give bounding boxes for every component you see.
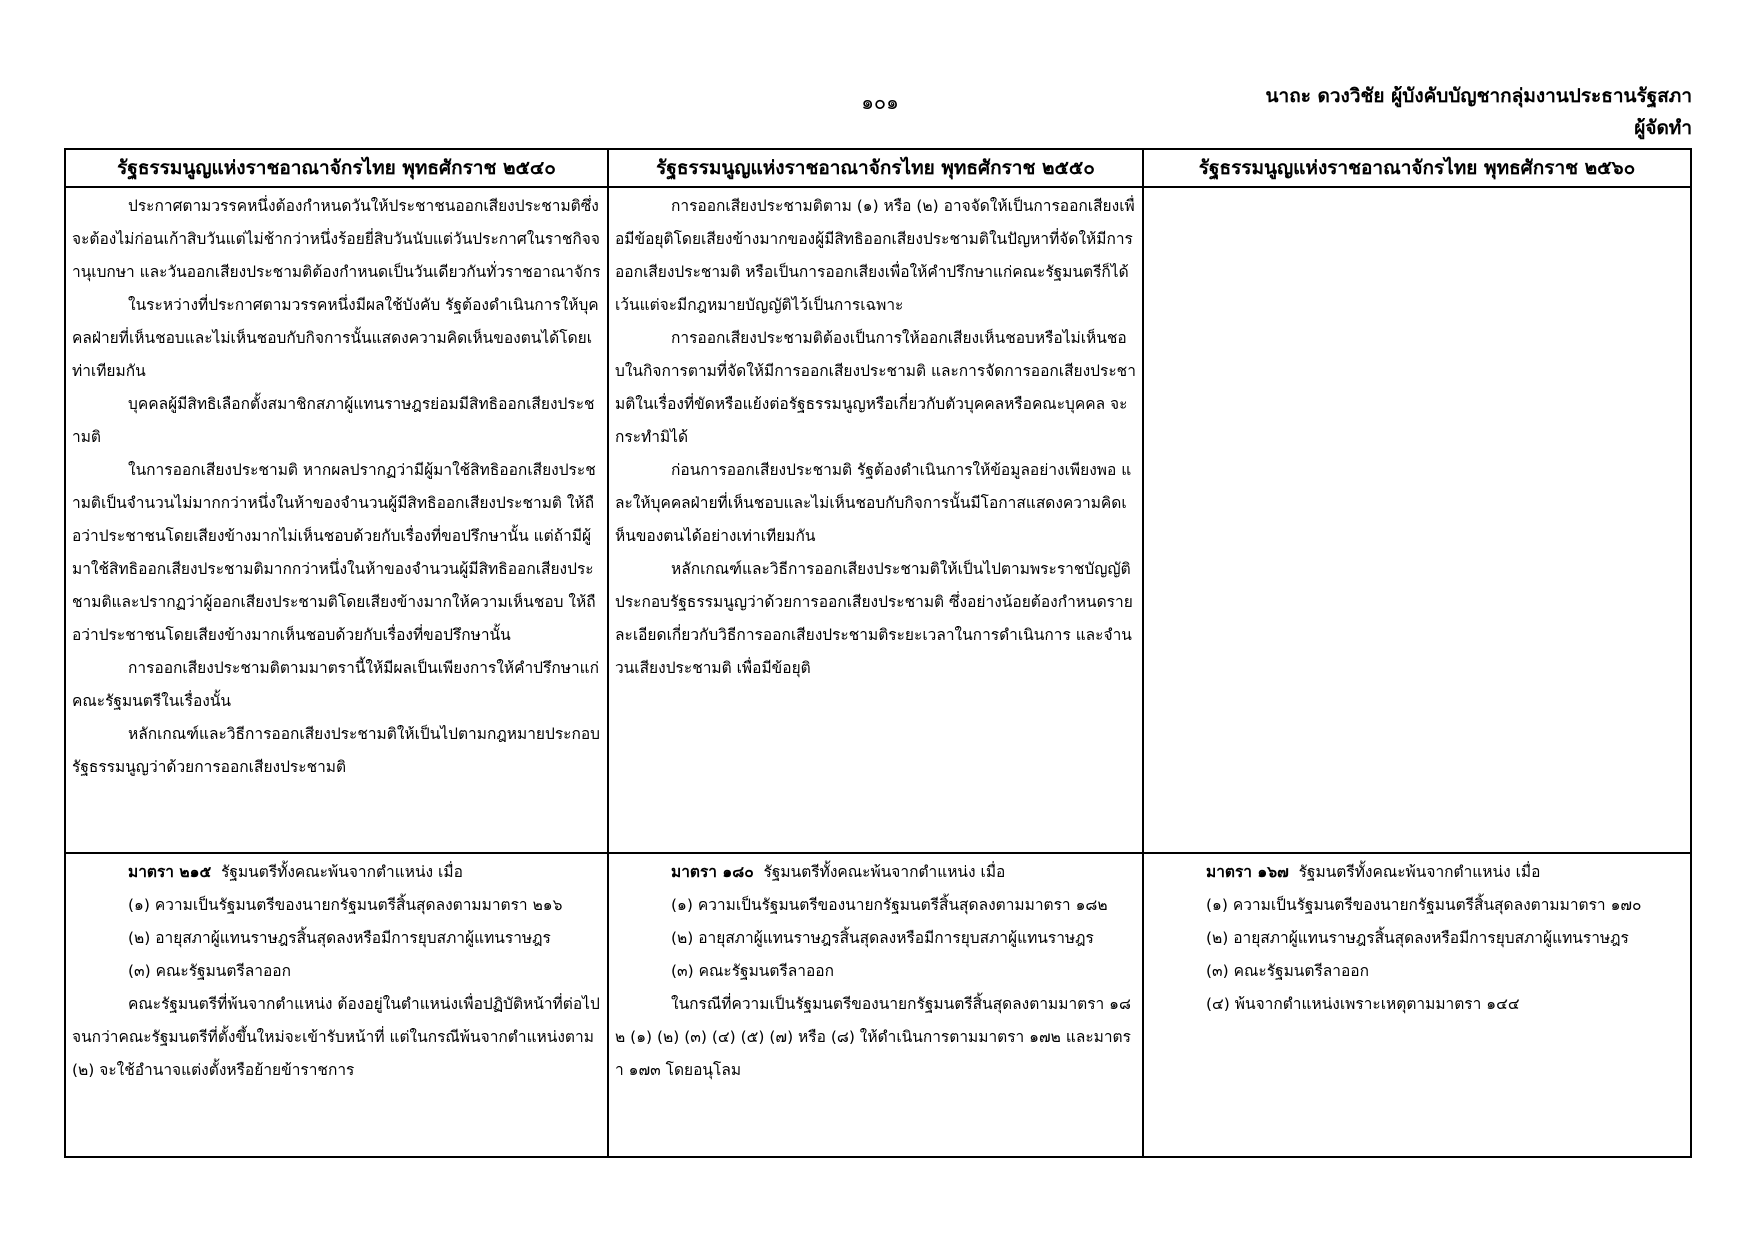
paragraph: การออกเสียงประชามติต้องเป็นการให้ออกเสียงเห็นชอบหรือไม่เห็นชอบในกิจการตามที่จัดให้มีการออกเสียงประชามติ และการจัดการออกเสียงประชามติในเรื่องที่ขัดหรือแย้งต่อรัฐธรรมนูญหรือเกี่ยวกับตัวบุคคลหรือคณะบุคคล จะกระทำมิได้: [615, 329, 1136, 446]
cell-2550-referendum: [608, 187, 1143, 853]
table-header-row: [65, 149, 1691, 187]
paragraph: หลักเกณฑ์และวิธีการออกเสียงประชามติให้เป็นไปตามพระราชบัญญัติประกอบรัฐธรรมนูญว่าด้วยการออกเสียงประชามติ ซึ่งอย่างน้อยต้องกำหนดรายละเอียดเกี่ยวกับวิธีการออกเสียงประชามติระยะเวลาในการดำเนินการ และจำนวนเสียงประชามติ เพื่อมีข้อยุติ: [615, 560, 1133, 677]
author-role-line: ผู้จัดทำ: [1634, 117, 1692, 139]
paragraph: คณะรัฐมนตรีที่พ้นจากตำแหน่ง ต้องอยู่ในตำแหน่งเพื่อปฏิบัติหน้าที่ต่อไปจนกว่าคณะรัฐมนตรีที่ตั้งขึ้นใหม่จะเข้ารับหน้าที่ แต่ในกรณีพ้นจากตำแหน่งตาม (๒) จะใช้อำนาจแต่งตั้งหรือย้ายข้าราชการ: [72, 995, 600, 1079]
section-number: มาตรา ๑๖๗: [1206, 863, 1289, 881]
section-text: รัฐมนตรีทั้งคณะพ้นจากตำแหน่ง เมื่อ: [221, 863, 463, 881]
paragraph: (๒) อายุสภาผู้แทนราษฎรสิ้นสุดลงหรือมีการยุบสภาผู้แทนราษฎร: [1206, 929, 1629, 947]
cell-2540-section-215: [65, 853, 608, 1157]
column-header-2550: รัฐธรรมนูญแห่งราชอาณาจักรไทย พุทธศักราช ๒๕๕๐: [608, 149, 1143, 187]
column-header-2540: รัฐธรรมนูญแห่งราชอาณาจักรไทย พุทธศักราช ๒๕๔๐: [65, 149, 608, 187]
section-heading: [615, 856, 1136, 889]
comparison-table: [64, 148, 1692, 1158]
section-heading: [72, 856, 601, 889]
paragraph: (๒) อายุสภาผู้แทนราษฎรสิ้นสุดลงหรือมีการยุบสภาผู้แทนราษฎร: [671, 929, 1094, 947]
table-row: [65, 187, 1691, 853]
paragraph: ประกาศตามวรรคหนึ่งต้องกำหนดวันให้ประชาชนออกเสียงประชามติซึ่งจะต้องไม่ก่อนเก้าสิบวันแต่ไม่ช้ากว่าหนึ่งร้อยยี่สิบวันนับแต่วันประกาศในราชกิจจานุเบกษา และวันออกเสียงประชามติต้องกำหนดเป็นวันเดียวกันทั่วราชอาณาจักร: [72, 197, 601, 281]
paragraph: (๓) คณะรัฐมนตรีลาออก: [671, 962, 834, 980]
table-row: [65, 853, 1691, 1157]
cell-2560-section-167: [1143, 853, 1691, 1157]
page-number: ๑๐๑: [861, 90, 899, 114]
cell-2560-referendum-empty: [1143, 187, 1691, 853]
paragraph: (๓) คณะรัฐมนตรีลาออก: [1206, 962, 1369, 980]
paragraph: หลักเกณฑ์และวิธีการออกเสียงประชามติให้เป็นไปตามกฎหมายประกอบรัฐธรรมนูญว่าด้วยการออกเสียงประชามติ: [72, 725, 601, 776]
column-header-2560: รัฐธรรมนูญแห่งราชอาณาจักรไทย พุทธศักราช ๒๕๖๐: [1143, 149, 1691, 187]
author-block: [1266, 80, 1692, 144]
section-text: รัฐมนตรีทั้งคณะพ้นจากตำแหน่ง เมื่อ: [763, 863, 1006, 881]
author-name-line: นาถะ ดวงวิชัย ผู้บังคับบัญชากลุ่มงานประธานรัฐสภา: [1265, 85, 1692, 107]
cell-2550-section-180: [608, 853, 1143, 1157]
paragraph: การออกเสียงประชามติตาม (๑) หรือ (๒) อาจจัดให้เป็นการออกเสียงเพื่อมีข้อยุติโดยเสียงข้างมากของผู้มีสิทธิออกเสียงประชามติในปัญหาที่จัดให้มีการออกเสียงประชามติ หรือเป็นการออกเสียงเพื่อให้คำปรึกษาแก่คณะรัฐมนตรีก็ได้ เว้นแต่จะมีกฎหมายบัญญัติไว้เป็นการเฉพาะ: [615, 197, 1135, 314]
section-number: มาตรา ๑๘๐: [671, 863, 754, 881]
paragraph: บุคคลผู้มีสิทธิเลือกตั้งสมาชิกสภาผู้แทนราษฎรย่อมมีสิทธิออกเสียงประชามติ: [72, 395, 595, 446]
paragraph: (๓) คณะรัฐมนตรีลาออก: [128, 962, 291, 980]
section-heading: [1150, 856, 1684, 889]
paragraph: ในระหว่างที่ประกาศตามวรรคหนึ่งมีผลใช้บังคับ รัฐต้องดำเนินการให้บุคคลฝ่ายที่เห็นชอบและไม่เห็นชอบกับกิจการนั้นแสดงความคิดเห็นของตนได้โดยเท่าเทียมกัน: [72, 296, 599, 380]
paragraph: (๔) พ้นจากตำแหน่งเพราะเหตุตามมาตรา ๑๔๔: [1206, 995, 1520, 1013]
paragraph: (๑) ความเป็นรัฐมนตรีของนายกรัฐมนตรีสิ้นสุดลงตามมาตรา ๒๑๖: [128, 896, 563, 914]
paragraph: การออกเสียงประชามติตามมาตรานี้ให้มีผลเป็นเพียงการให้คำปรึกษาแก่คณะรัฐมนตรีในเรื่องนั้น: [72, 659, 600, 710]
paragraph: ในการออกเสียงประชามติ หากผลปรากฏว่ามีผู้มาใช้สิทธิออกเสียงประชามติเป็นจำนวนไม่มากกว่าหนึ่งในห้าของจำนวนผู้มีสิทธิออกเสียงประชามติ ให้ถือว่าประชาชนโดยเสียงข้างมากไม่เห็นชอบด้วยกับเรื่องที่ขอปรึกษานั้น แต่ถ้ามีผู้มาใช้สิทธิออกเสียงประชามติมากกว่าหนึ่งในห้าของจำนวนผู้มีสิทธิออกเสียงประชามติและปรากฏว่าผู้ออกเสียงประชามติโดยเสียงข้างมากให้ความเห็นชอบ ให้ถือว่าประชาชนโดยเสียงข้างมากเห็นชอบด้วยกับเรื่องที่ขอปรึกษานั้น: [72, 461, 596, 644]
paragraph: ก่อนการออกเสียงประชามติ รัฐต้องดำเนินการให้ข้อมูลอย่างเพียงพอ และให้บุคคลฝ่ายที่เห็นชอบและไม่เห็นชอบกับกิจการนั้นมีโอกาสแสดงความคิดเห็นของตนได้อย่างเท่าเทียมกัน: [615, 461, 1132, 545]
paragraph: ในกรณีที่ความเป็นรัฐมนตรีของนายกรัฐมนตรีสิ้นสุดลงตามมาตรา ๑๘๒ (๑) (๒) (๓) (๔) (๕) (๗) หรือ (๘) ให้ดำเนินการตามมาตรา ๑๗๒ และมาตรา ๑๗๓ โดยอนุโลม: [615, 995, 1131, 1079]
paragraph: (๑) ความเป็นรัฐมนตรีของนายกรัฐมนตรีสิ้นสุดลงตามมาตรา ๑๗๐: [1206, 896, 1642, 914]
cell-2540-referendum: [65, 187, 608, 853]
paragraph: (๒) อายุสภาผู้แทนราษฎรสิ้นสุดลงหรือมีการยุบสภาผู้แทนราษฎร: [128, 929, 551, 947]
section-text: รัฐมนตรีทั้งคณะพ้นจากตำแหน่ง เมื่อ: [1298, 863, 1541, 881]
section-number: มาตรา ๒๑๕: [128, 863, 212, 881]
paragraph: (๑) ความเป็นรัฐมนตรีของนายกรัฐมนตรีสิ้นสุดลงตามมาตรา ๑๘๒: [671, 896, 1108, 914]
